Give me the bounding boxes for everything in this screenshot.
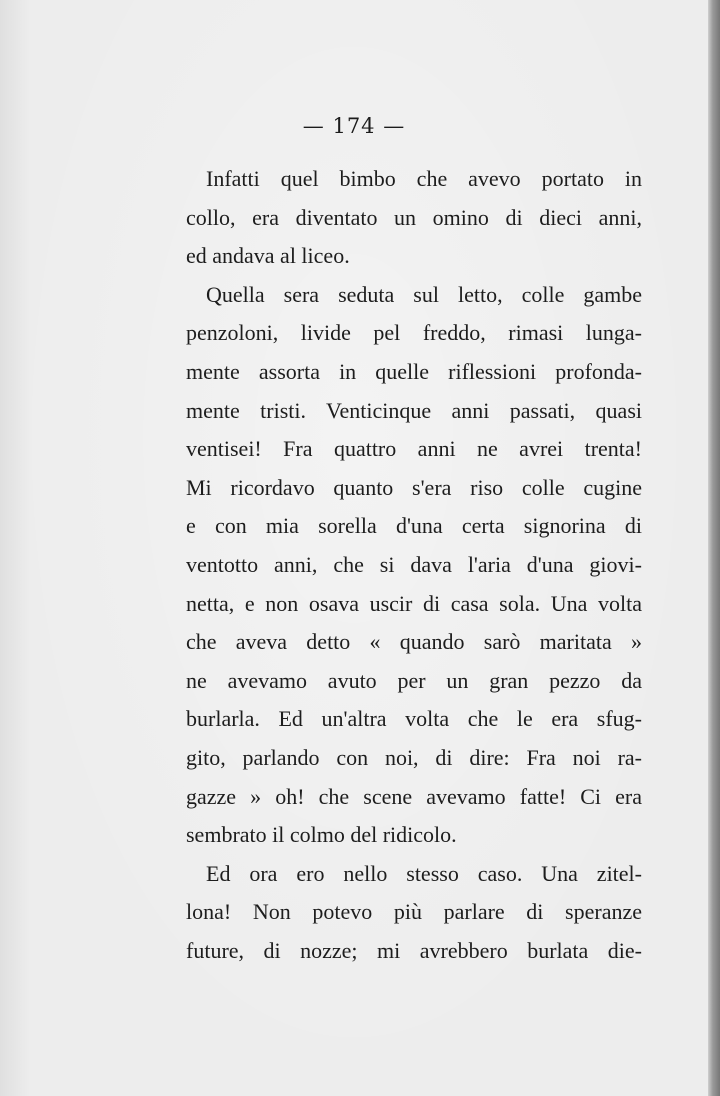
text-line-5: penzoloni, livide pel freddo, rimasi lunga- bbox=[186, 320, 642, 346]
text-line-16: gito, parlando con noi, di dire: Fra noi ra- bbox=[186, 744, 642, 770]
text-line-1: Infatti quel bimbo che avevo portato in bbox=[206, 166, 642, 191]
text-line-11: ventotto anni, che si dava l'aria d'una giovi- bbox=[186, 551, 642, 577]
text-line-10: e con mia sorella d'una certa signorina di bbox=[186, 513, 642, 539]
text-line-8: ventisei! Fra quattro anni ne avrei trenta! bbox=[186, 436, 642, 462]
text-line-9: Mi ricordavo quanto s'era riso colle cugine bbox=[186, 474, 642, 500]
page-edge-shadow bbox=[708, 0, 720, 1096]
body-text bbox=[186, 160, 642, 970]
text-line-2: collo, era diventato un omino di dieci anni, bbox=[186, 204, 642, 230]
text-line-13: che aveva detto « quando sarò maritata » bbox=[186, 629, 642, 655]
text-line-12: netta, e non osava uscir di casa sola. Una volta bbox=[186, 590, 642, 616]
text-line-6: mente assorta in quelle riflessioni profonda- bbox=[186, 358, 642, 384]
text-line-20: lona! Non potevo più parlare di speranze bbox=[186, 899, 642, 925]
text-line-17: gazze » oh! che scene avevamo fatte! Ci era bbox=[186, 783, 642, 809]
text-line-19: Ed ora ero nello stesso caso. Una zitel- bbox=[206, 860, 642, 886]
text-line-15: burlarla. Ed un'altra volta che le era sfug- bbox=[186, 706, 642, 732]
page-number-header bbox=[0, 114, 708, 138]
text-line-3: ed andava al liceo. bbox=[186, 243, 350, 269]
text-line-18: sembrato il colmo del ridicolo. bbox=[186, 822, 457, 848]
text-line-7: mente tristi. Venticinque anni passati, quasi bbox=[186, 397, 642, 423]
text-line-21: future, di nozze; mi avrebbero burlata die- bbox=[186, 937, 642, 963]
page-number: — 174 — bbox=[302, 114, 406, 138]
text-line-14: ne avevamo avuto per un gran pezzo da bbox=[186, 667, 642, 693]
text-line-4: Quella sera seduta sul letto, colle gambe bbox=[206, 281, 642, 307]
